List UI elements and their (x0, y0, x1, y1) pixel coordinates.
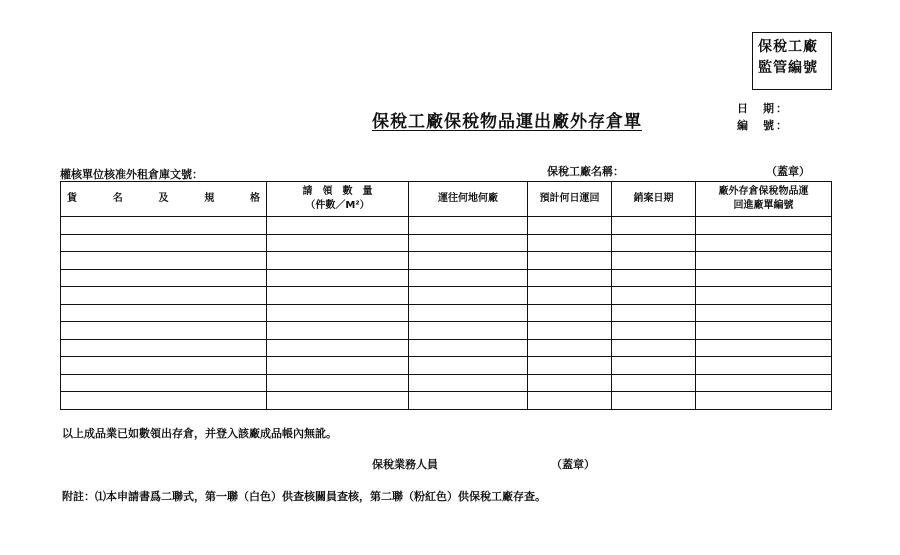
table-cell[interactable] (612, 269, 696, 287)
table-cell[interactable] (696, 217, 832, 235)
table-cell[interactable] (528, 304, 612, 322)
table-cell[interactable] (267, 304, 409, 322)
table-cell[interactable] (696, 374, 832, 392)
factory-seal-label: （蓋章） (766, 165, 810, 178)
table-cell[interactable] (612, 357, 696, 375)
table-row (61, 287, 832, 305)
table-cell[interactable] (409, 252, 528, 270)
goods-table (60, 181, 832, 410)
table-cell[interactable] (612, 339, 696, 357)
table-cell[interactable] (696, 392, 832, 410)
table-cell[interactable] (61, 287, 267, 305)
table-cell[interactable] (267, 392, 409, 410)
header-closing-date: 銷案日期 (612, 182, 696, 217)
header-goods: 貨 名 及 規 格 (61, 182, 267, 217)
table-cell[interactable] (409, 392, 528, 410)
table-row (61, 357, 832, 375)
table-row (61, 374, 832, 392)
table-cell[interactable] (528, 374, 612, 392)
table-cell[interactable] (267, 269, 409, 287)
table-cell[interactable] (409, 357, 528, 375)
table-cell[interactable] (409, 234, 528, 252)
header-destination: 運往何地何廠 (409, 182, 528, 217)
table-cell[interactable] (61, 339, 267, 357)
table-cell[interactable] (267, 357, 409, 375)
table-cell[interactable] (409, 269, 528, 287)
table-cell[interactable] (61, 269, 267, 287)
table-cell[interactable] (409, 304, 528, 322)
table-cell[interactable] (267, 339, 409, 357)
table-cell[interactable] (528, 322, 612, 340)
table-cell[interactable] (61, 234, 267, 252)
header-quantity-line1: 請 領 數 量 (302, 186, 373, 197)
table-cell[interactable] (528, 392, 612, 410)
header-return-date: 預計何日運回 (528, 182, 612, 217)
table-cell[interactable] (409, 322, 528, 340)
table-cell[interactable] (696, 269, 832, 287)
table-cell[interactable] (696, 287, 832, 305)
approval-doc-label: 權核單位核准外租倉庫文號： (60, 168, 203, 181)
table-cell[interactable] (528, 252, 612, 270)
table-cell[interactable] (267, 374, 409, 392)
table-cell[interactable] (696, 339, 832, 357)
table-cell[interactable] (612, 374, 696, 392)
table-cell[interactable] (409, 374, 528, 392)
table-cell[interactable] (612, 234, 696, 252)
table-row (61, 339, 832, 357)
supervision-number-box (752, 32, 832, 90)
header-quantity (267, 182, 409, 217)
table-row (61, 392, 832, 410)
table-cell[interactable] (612, 304, 696, 322)
table-cell[interactable] (528, 287, 612, 305)
table-cell[interactable] (61, 374, 267, 392)
table-cell[interactable] (267, 287, 409, 305)
table-cell[interactable] (61, 252, 267, 270)
header-quantity-line2: （件數／M²） (305, 200, 370, 211)
table-row (61, 252, 832, 270)
officer-seal-label: （蓋章） (551, 458, 595, 471)
table-row (61, 304, 832, 322)
table-cell[interactable] (61, 392, 267, 410)
table-cell[interactable] (612, 217, 696, 235)
table-cell[interactable] (612, 252, 696, 270)
table-row (61, 217, 832, 235)
corner-box-line1: 保稅工廠 (758, 39, 818, 55)
footnote: 附註：⑴本申請書爲二聯式，第一聯（白色）供查核關員查核，第二聯（粉紅色）供保稅工廠存查。 (62, 490, 546, 503)
table-cell[interactable] (696, 357, 832, 375)
table-cell[interactable] (696, 234, 832, 252)
table-cell[interactable] (528, 339, 612, 357)
header-return-number (696, 182, 832, 217)
factory-name-label: 保稅工廠名稱： (547, 165, 624, 178)
header-return-number-line1: 廠外存倉保稅物品運 (718, 186, 809, 197)
corner-box-line2: 監管編號 (758, 60, 818, 76)
form-title: 保稅工廠保稅物品運出廠外存倉單 (372, 112, 642, 132)
table-cell[interactable] (409, 287, 528, 305)
table-cell[interactable] (267, 252, 409, 270)
table-cell[interactable] (267, 234, 409, 252)
header-return-number-line2: 回進廠單編號 (733, 200, 794, 211)
statement-text: 以上成品業已如數領出存倉，并登入該廠成品帳內無訛。 (62, 427, 337, 440)
table-cell[interactable] (528, 269, 612, 287)
table-cell[interactable] (612, 322, 696, 340)
table-cell[interactable] (528, 234, 612, 252)
table-cell[interactable] (528, 217, 612, 235)
table-cell[interactable] (267, 322, 409, 340)
date-label: 日 期： (737, 102, 789, 115)
table-cell[interactable] (61, 304, 267, 322)
table-cell[interactable] (409, 339, 528, 357)
table-row (61, 322, 832, 340)
table-row (61, 269, 832, 287)
table-cell[interactable] (61, 322, 267, 340)
table-row (61, 234, 832, 252)
table-cell[interactable] (528, 357, 612, 375)
table-cell[interactable] (61, 217, 267, 235)
table-cell[interactable] (409, 217, 528, 235)
table-cell[interactable] (612, 392, 696, 410)
number-label: 編 號： (737, 119, 789, 132)
table-header-row (61, 182, 832, 217)
table-cell[interactable] (696, 252, 832, 270)
table-cell[interactable] (267, 217, 409, 235)
table-cell[interactable] (61, 357, 267, 375)
officer-label: 保稅業務人員 (372, 458, 438, 471)
table-cell[interactable] (696, 304, 832, 322)
table-cell[interactable] (696, 322, 832, 340)
table-cell[interactable] (612, 287, 696, 305)
